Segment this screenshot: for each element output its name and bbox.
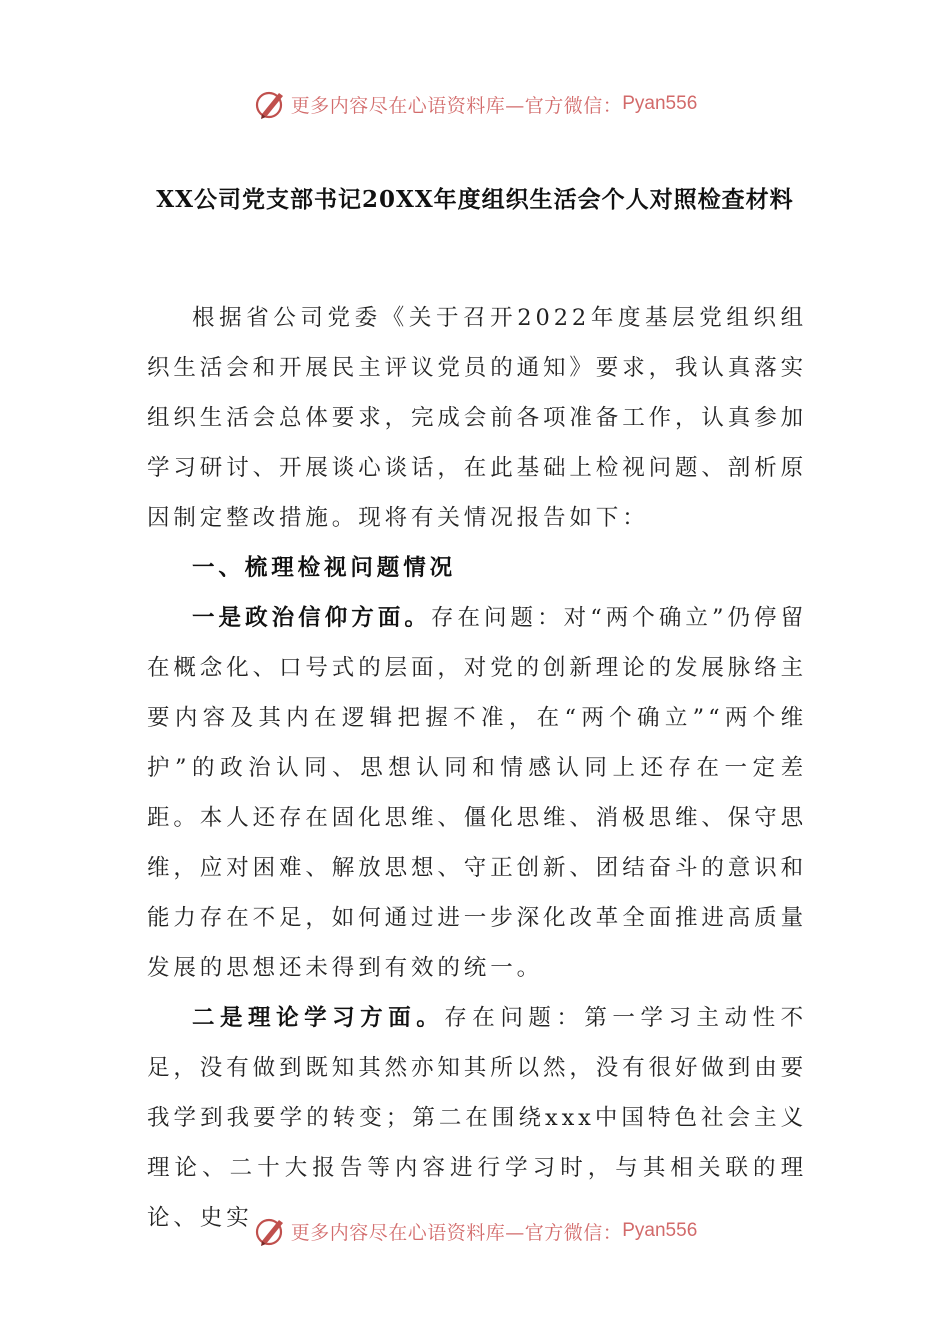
paragraph-text: 存在问题：对“两个确立”仍停留在概念化、口号式的层面，对党的创新理论的发展脉络主要内容及其内在逻辑把握不准，在“两个确立”“两个维护”的政治认同、思想认同和情感认同上还存在一定差距。本人还存在固化思维、僵化思维、消极思维、保守思维，应对困难、解放思想、守正创新、团结奋斗的意识和能力存在不足，如何通过进一步深化改革全面推进高质量发展的思想还未得到有效的统一。 [147,605,808,981]
watermark-banner-bottom [0,1211,950,1251]
watermark-banner-top [0,84,950,124]
document-body [147,293,807,1243]
paragraph-lead: 一是政治信仰方面。 [192,605,431,631]
watermark-text: 更多内容尽在心语资料库—官方微信： [290,1221,623,1244]
watermark-wechat-id: Pyan556 [622,1220,698,1241]
paragraph-lead: 二是理论学习方面。 [192,1005,445,1031]
paragraph-theory-study [147,993,807,1243]
pen-logo-icon [253,1214,287,1248]
paragraph-political-belief [147,593,807,993]
watermark-text: 更多内容尽在心语资料库—官方微信： [290,94,623,117]
document-title: XX公司党支部书记20XX年度组织生活会个人对照检查材料 [156,186,794,213]
intro-paragraph: 根据省公司党委《关于召开2022年度基层党组织组织生活会和开展民主评议党员的通知》要求，我认真落实组织生活会总体要求，完成会前各项准备工作，认真参加学习研讨、开展谈心谈话，在此基础上检视问题、剖析原因制定整改措施。现将有关情况报告如下： [147,305,808,531]
watermark-wechat-id: Pyan556 [622,93,698,114]
pen-logo-icon [253,87,287,121]
paragraph-text: 存在问题：第一学习主动性不足，没有做到既知其然亦知其所以然，没有很好做到由要我学到我要学的转变；第二在围绕xxx中国特色社会主义理论、二十大报告等内容进行学习时，与其相关联的理论、史实 [147,1005,808,1231]
section-heading: 一、梳理检视问题情况 [192,555,457,581]
